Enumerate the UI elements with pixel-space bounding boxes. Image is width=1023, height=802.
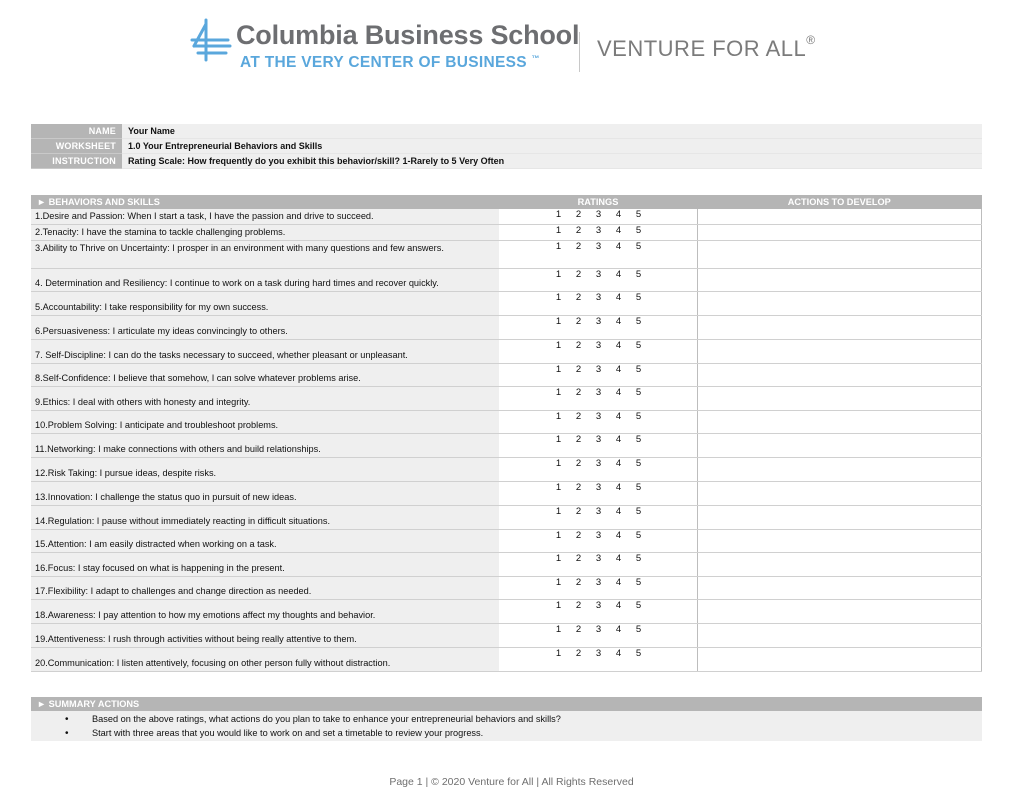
columbia-crown-icon	[190, 18, 232, 62]
behavior-text: 14.Regulation: I pause without immediately reacting in difficult situations.	[31, 506, 499, 530]
page-footer: Page 1 | © 2020 Venture for All | All Rights Reserved	[389, 776, 634, 788]
rating-option-1[interactable]: 1	[555, 530, 562, 541]
rating-option-4[interactable]: 4	[615, 411, 622, 422]
behavior-text: 17.Flexibility: I adapt to challenges and change direction as needed.	[31, 577, 499, 600]
rating-option-2[interactable]: 2	[575, 624, 582, 635]
rating-option-4[interactable]: 4	[615, 648, 622, 659]
school-tagline: AT THE VERY CENTER OF BUSINESS ™	[240, 54, 540, 72]
header-logos	[190, 14, 816, 74]
rating-option-1[interactable]: 1	[555, 316, 562, 327]
behavior-text: 20.Communication: I listen attentively, focusing on other person fully without distraction.	[31, 648, 499, 672]
rating-cell	[499, 340, 697, 364]
rating-option-2[interactable]: 2	[575, 458, 582, 469]
behaviors-table	[31, 195, 982, 672]
rating-cell	[499, 506, 697, 530]
action-cell[interactable]	[697, 241, 982, 269]
behavior-text: 6.Persuasiveness: I articulate my ideas convincingly to others.	[31, 316, 499, 340]
rating-option-1[interactable]: 1	[555, 209, 562, 220]
rating-cell	[499, 577, 697, 600]
rating-option-1[interactable]: 1	[555, 506, 562, 517]
behavior-text: 8.Self-Confidence: I believe that somehow, I can solve whatever problems arise.	[31, 364, 499, 387]
info-row-worksheet	[31, 139, 982, 154]
action-cell[interactable]	[697, 316, 982, 340]
behavior-text: 2.Tenacity: I have the stamina to tackle challenging problems.	[31, 225, 499, 241]
rating-cell	[499, 269, 697, 292]
rating-option-4[interactable]: 4	[615, 458, 622, 469]
rating-option-3[interactable]: 3	[595, 340, 602, 351]
rating-option-5[interactable]: 5	[635, 411, 642, 422]
behavior-text: 16.Focus: I stay focused on what is happening in the present.	[31, 553, 499, 577]
table-row	[31, 530, 982, 553]
table-row	[31, 269, 982, 292]
rating-option-4[interactable]: 4	[615, 225, 622, 236]
behavior-text: 12.Risk Taking: I pursue ideas, despite risks.	[31, 458, 499, 482]
action-cell[interactable]	[697, 209, 982, 225]
actions-header: ACTIONS TO DEVELOP	[697, 195, 982, 209]
behavior-text: 4. Determination and Resiliency: I continue to work on a task during hard times and recover quickly.	[31, 269, 499, 292]
rating-option-2[interactable]: 2	[575, 340, 582, 351]
rating-cell	[499, 225, 697, 241]
table-row	[31, 340, 982, 364]
rating-option-5[interactable]: 5	[635, 292, 642, 303]
rating-option-5[interactable]: 5	[635, 209, 642, 220]
rating-option-5[interactable]: 5	[635, 624, 642, 635]
rating-option-4[interactable]: 4	[615, 577, 622, 588]
rating-option-5[interactable]: 5	[635, 241, 642, 252]
rating-option-3[interactable]: 3	[595, 241, 602, 252]
table-row	[31, 411, 982, 434]
logo-divider	[579, 32, 580, 72]
action-cell[interactable]	[697, 411, 982, 434]
rating-option-5[interactable]: 5	[635, 530, 642, 541]
table-row	[31, 624, 982, 648]
behavior-text: 13.Innovation: I challenge the status quo in pursuit of new ideas.	[31, 482, 499, 506]
rating-option-3[interactable]: 3	[595, 553, 602, 564]
behavior-text: 1.Desire and Passion: When I start a task, I have the passion and drive to succeed.	[31, 209, 499, 225]
rating-option-5[interactable]: 5	[635, 316, 642, 327]
rating-cell	[499, 364, 697, 387]
action-cell[interactable]	[697, 434, 982, 458]
rating-option-3[interactable]: 3	[595, 364, 602, 375]
summary-section	[31, 697, 982, 741]
action-cell[interactable]	[697, 292, 982, 316]
rating-option-2[interactable]: 2	[575, 269, 582, 280]
rating-cell	[499, 241, 697, 269]
rating-option-1[interactable]: 1	[555, 600, 562, 611]
rating-option-3[interactable]: 3	[595, 387, 602, 398]
worksheet-info-table	[31, 124, 982, 169]
summary-item: • Start with three areas that you would like to work on and set a timetable to review your progress.	[31, 727, 982, 741]
rating-option-1[interactable]: 1	[555, 577, 562, 588]
rating-option-3[interactable]: 3	[595, 624, 602, 635]
rating-option-2[interactable]: 2	[575, 530, 582, 541]
action-cell[interactable]	[697, 482, 982, 506]
rating-option-5[interactable]: 5	[635, 434, 642, 445]
rating-option-3[interactable]: 3	[595, 482, 602, 493]
action-cell[interactable]	[697, 624, 982, 648]
rating-option-2[interactable]: 2	[575, 434, 582, 445]
action-cell[interactable]	[697, 600, 982, 624]
instruction-value: Rating Scale: How frequently do you exhibit this behavior/skill? 1-Rarely to 5 Very Often	[122, 154, 982, 169]
table-row	[31, 506, 982, 530]
rating-option-1[interactable]: 1	[555, 458, 562, 469]
rating-option-1[interactable]: 1	[555, 340, 562, 351]
rating-option-2[interactable]: 2	[575, 553, 582, 564]
rating-option-1[interactable]: 1	[555, 624, 562, 635]
rating-option-2[interactable]: 2	[575, 209, 582, 220]
rating-option-1[interactable]: 1	[555, 648, 562, 659]
rating-option-3[interactable]: 3	[595, 225, 602, 236]
rating-option-1[interactable]: 1	[555, 553, 562, 564]
table-row	[31, 482, 982, 506]
rating-option-5[interactable]: 5	[635, 387, 642, 398]
rating-option-1[interactable]: 1	[555, 225, 562, 236]
worksheet-value: 1.0 Your Entrepreneurial Behaviors and Skills	[122, 139, 982, 154]
rating-option-4[interactable]: 4	[615, 530, 622, 541]
rating-cell	[499, 600, 697, 624]
rating-option-1[interactable]: 1	[555, 411, 562, 422]
rating-option-3[interactable]: 3	[595, 458, 602, 469]
rating-option-5[interactable]: 5	[635, 506, 642, 517]
table-row	[31, 434, 982, 458]
rating-option-3[interactable]: 3	[595, 411, 602, 422]
behavior-text: 3.Ability to Thrive on Uncertainty: I prosper in an environment with many questions and few answers.	[31, 241, 499, 269]
action-cell[interactable]	[697, 530, 982, 553]
action-cell[interactable]	[697, 387, 982, 411]
rating-option-4[interactable]: 4	[615, 387, 622, 398]
action-cell[interactable]	[697, 364, 982, 387]
table-row	[31, 364, 982, 387]
rating-option-5[interactable]: 5	[635, 482, 642, 493]
rating-cell	[499, 648, 697, 672]
rating-option-3[interactable]: 3	[595, 506, 602, 517]
rating-option-4[interactable]: 4	[615, 241, 622, 252]
rating-option-5[interactable]: 5	[635, 553, 642, 564]
rating-option-4[interactable]: 4	[615, 316, 622, 327]
rating-cell	[499, 530, 697, 553]
behavior-text: 19.Attentiveness: I rush through activities without being really attentive to them.	[31, 624, 499, 648]
rating-option-4[interactable]: 4	[615, 364, 622, 375]
rating-option-4[interactable]: 4	[615, 269, 622, 280]
rating-option-4[interactable]: 4	[615, 292, 622, 303]
behavior-text: 15.Attention: I am easily distracted when working on a task.	[31, 530, 499, 553]
rating-option-5[interactable]: 5	[635, 225, 642, 236]
table-row	[31, 600, 982, 624]
rating-option-4[interactable]: 4	[615, 506, 622, 517]
rating-cell	[499, 624, 697, 648]
rating-option-3[interactable]: 3	[595, 209, 602, 220]
action-cell[interactable]	[697, 506, 982, 530]
rating-option-2[interactable]: 2	[575, 364, 582, 375]
rating-option-1[interactable]: 1	[555, 364, 562, 375]
table-row	[31, 292, 982, 316]
rating-cell	[499, 316, 697, 340]
rating-option-2[interactable]: 2	[575, 316, 582, 327]
rating-option-1[interactable]: 1	[555, 292, 562, 303]
rating-option-1[interactable]: 1	[555, 482, 562, 493]
rating-option-1[interactable]: 1	[555, 241, 562, 252]
rating-cell	[499, 411, 697, 434]
rating-option-2[interactable]: 2	[575, 387, 582, 398]
rating-cell	[499, 458, 697, 482]
table-header-row	[31, 195, 982, 209]
rating-option-4[interactable]: 4	[615, 340, 622, 351]
rating-cell	[499, 553, 697, 577]
rating-option-4[interactable]: 4	[615, 600, 622, 611]
action-cell[interactable]	[697, 225, 982, 241]
rating-option-3[interactable]: 3	[595, 600, 602, 611]
action-cell[interactable]	[697, 458, 982, 482]
summary-body	[31, 711, 982, 741]
rating-option-5[interactable]: 5	[635, 577, 642, 588]
rating-option-2[interactable]: 2	[575, 600, 582, 611]
rating-option-2[interactable]: 2	[575, 292, 582, 303]
rating-option-1[interactable]: 1	[555, 269, 562, 280]
behavior-text: 11.Networking: I make connections with others and build relationships.	[31, 434, 499, 458]
ratings-header: RATINGS	[499, 195, 697, 209]
rating-option-2[interactable]: 2	[575, 482, 582, 493]
rating-option-5[interactable]: 5	[635, 340, 642, 351]
rating-cell	[499, 434, 697, 458]
behavior-text: 9.Ethics: I deal with others with honesty and integrity.	[31, 387, 499, 411]
table-row	[31, 553, 982, 577]
rating-option-2[interactable]: 2	[575, 225, 582, 236]
action-cell[interactable]	[697, 648, 982, 672]
rating-option-1[interactable]: 1	[555, 434, 562, 445]
behavior-text: 10.Problem Solving: I anticipate and troubleshoot problems.	[31, 411, 499, 434]
action-cell[interactable]	[697, 340, 982, 364]
table-row	[31, 241, 982, 269]
rating-option-1[interactable]: 1	[555, 387, 562, 398]
rating-option-5[interactable]: 5	[635, 600, 642, 611]
behavior-text: 5.Accountability: I take responsibility for my own success.	[31, 292, 499, 316]
rating-cell	[499, 292, 697, 316]
info-row-instruction	[31, 154, 982, 169]
table-row	[31, 648, 982, 672]
rating-option-3[interactable]: 3	[595, 577, 602, 588]
behavior-text: 18.Awareness: I pay attention to how my emotions affect my thoughts and behavior.	[31, 600, 499, 624]
rating-option-5[interactable]: 5	[635, 269, 642, 280]
action-cell[interactable]	[697, 577, 982, 600]
table-row	[31, 316, 982, 340]
rating-option-3[interactable]: 3	[595, 316, 602, 327]
table-row	[31, 387, 982, 411]
behaviors-header: ► BEHAVIORS AND SKILLS	[31, 195, 499, 209]
name-label: NAME	[31, 124, 122, 139]
rating-option-5[interactable]: 5	[635, 458, 642, 469]
table-row	[31, 225, 982, 241]
school-name: Columbia Business School	[236, 20, 580, 50]
rating-option-3[interactable]: 3	[595, 434, 602, 445]
rating-option-4[interactable]: 4	[615, 209, 622, 220]
rating-option-3[interactable]: 3	[595, 292, 602, 303]
name-value: Your Name	[122, 124, 982, 139]
info-row-name	[31, 124, 982, 139]
summary-header: ► SUMMARY ACTIONS	[31, 697, 982, 711]
action-cell[interactable]	[697, 553, 982, 577]
rating-option-4[interactable]: 4	[615, 434, 622, 445]
rating-option-2[interactable]: 2	[575, 241, 582, 252]
instruction-label: INSTRUCTION	[31, 154, 122, 169]
rating-option-5[interactable]: 5	[635, 364, 642, 375]
rating-option-4[interactable]: 4	[615, 553, 622, 564]
worksheet-label: WORKSHEET	[31, 139, 122, 154]
rating-option-3[interactable]: 3	[595, 269, 602, 280]
behavior-text: 7. Self-Discipline: I can do the tasks necessary to succeed, whether pleasant or unpleasant.	[31, 340, 499, 364]
rating-option-3[interactable]: 3	[595, 530, 602, 541]
rating-cell	[499, 387, 697, 411]
rating-option-4[interactable]: 4	[615, 482, 622, 493]
table-row	[31, 458, 982, 482]
rating-option-4[interactable]: 4	[615, 624, 622, 635]
rating-cell	[499, 209, 697, 225]
summary-item: • Based on the above ratings, what actions do you plan to take to enhance your entrepreneurial behaviors and skills?	[31, 713, 982, 727]
rating-option-2[interactable]: 2	[575, 411, 582, 422]
table-row	[31, 209, 982, 225]
rating-option-3[interactable]: 3	[595, 648, 602, 659]
program-name: VENTURE FOR ALL®	[597, 32, 816, 61]
rating-option-5[interactable]: 5	[635, 648, 642, 659]
action-cell[interactable]	[697, 269, 982, 292]
table-row	[31, 577, 982, 600]
rating-option-2[interactable]: 2	[575, 577, 582, 588]
rating-option-2[interactable]: 2	[575, 506, 582, 517]
rating-option-2[interactable]: 2	[575, 648, 582, 659]
rating-cell	[499, 482, 697, 506]
